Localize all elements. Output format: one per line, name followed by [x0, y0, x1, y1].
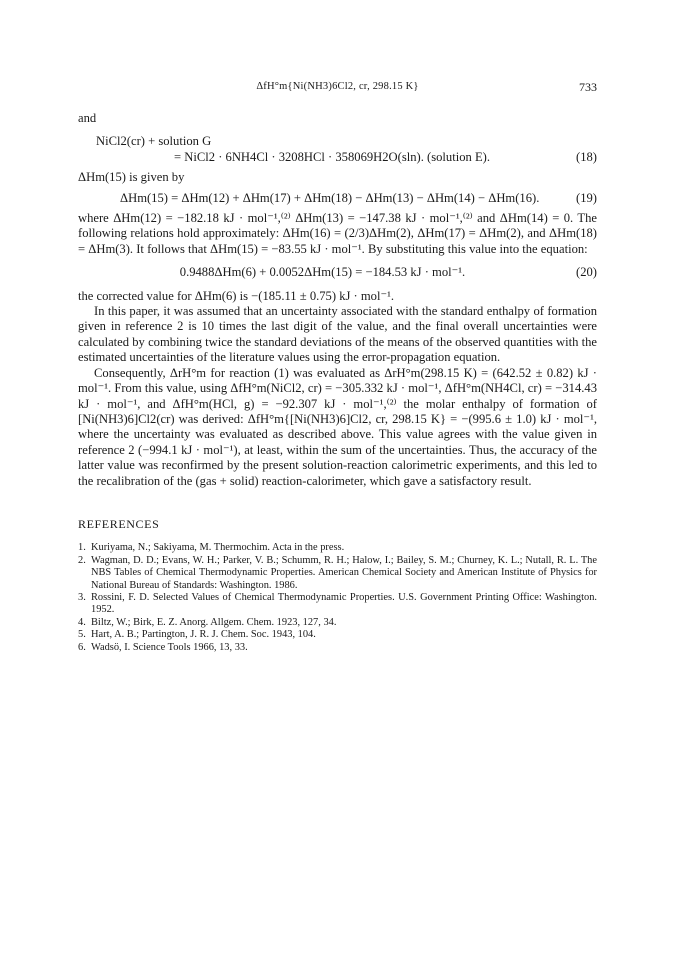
equation-18-text: = NiCl2 · 6NH4Cl · 3208HCl · 358069H2O(sln). (solution E). — [174, 149, 490, 164]
reference-item: 1. Kuriyama, N.; Sakiyama, M. Thermochim. Acta in the press. — [78, 542, 345, 554]
references-heading: REFERENCES — [78, 516, 160, 531]
page-number: 733 — [579, 80, 597, 94]
reference-item: 4. Biltz, W.; Birk, E. Z. Anorg. Allgem. Chem. 1923, 127, 34. — [78, 616, 337, 628]
equation-20 — [78, 265, 597, 280]
equation-19-number: (19) — [576, 190, 597, 205]
reference-item: 3. Rossini, F. D. Selected Values of Chemical Thermodynamic Properties. U.S. Government Printing Office: Washington. 1952. — [78, 591, 597, 616]
running-header: ΔfH°m{Ni(NH3)6Cl2, cr, 298.15 K} — [256, 81, 419, 92]
paragraph-uncertainty: In this paper, it was assumed that an uncertainty associated with the standard enthalpy of formation given in reference 2 is 10 times the last digit of the value, and the final overall uncertainties were calculated by combining twice the standard deviations of the means of the observed quantities with the estimated uncertainties of the literature values using the error-propagation equation. — [78, 304, 597, 365]
article-body — [78, 111, 597, 654]
reference-item: 6. Wadsö, I. Science Tools 1966, 13, 33. — [78, 641, 248, 653]
paragraph-given-by: ΔHm(15) is given by — [78, 170, 185, 185]
equation-19 — [78, 191, 597, 206]
equation-19-text: ΔHm(15) = ΔHm(12) + ΔHm(17) + ΔHm(18) − ΔHm(13) − ΔHm(14) − ΔHm(16). — [120, 190, 540, 205]
paragraph-and: and — [78, 111, 97, 125]
paragraph-corrected: the corrected value for ΔHm(6) is −(185.11 ± 0.75) kJ · mol⁻¹. — [78, 288, 395, 303]
references-list — [78, 542, 597, 654]
equation-18-number: (18) — [576, 149, 597, 164]
reference-item: 2. Wagman, D. D.; Evans, W. H.; Parker, V. B.; Schumm, R. H.; Halow, I.; Bailey, S. M.; Churney, K. L.; Nutall, R. L. The NBS Tables of Chemical Thermodynamic Properties. American Chemical Society and American Institute of Physics for National Bureau of Standards: Washington. 1986. — [78, 554, 597, 591]
equation-20-text: 0.9488ΔHm(6) + 0.0052ΔHm(15) = −184.53 kJ · mol⁻¹. — [179, 265, 466, 280]
paragraph-consequently: Consequently, ΔrH°m for reaction (1) was evaluated as ΔrH°m(298.15 K) = (642.52 ± 0.82) kJ · mol⁻¹. From this value, using ΔfH°m(NiCl2, cr) = −305.332 kJ · mol⁻¹, ΔfH°m(NH4Cl, cr) = −314.43 kJ · mol⁻¹, and ΔfH°m(HCl, g) = −92.307 kJ · mol⁻¹,⁽²⁾ the molar enthalpy of formation of [Ni(NH3)6]Cl2(cr) was derived: ΔfH°m{[Ni(NH3)6]Cl2, cr, 298.15 K} = −(995.6 ± 1.0) kJ · mol⁻¹, where the uncertainty was evaluated as described above. This value agrees with the value given in reference 2 (−994.1 kJ · mol⁻¹), at least, within the sum of the uncertainties. Thus, the accuracy of the latter value was reconfirmed by the present solution-reaction calorimetric experiments, and this led to the recalibration of the (gas + solid) reaction-calorimeter, which gave a satisfactory result. — [78, 365, 597, 488]
paragraph-where: where ΔHm(12) = −182.18 kJ · mol⁻¹,⁽²⁾ ΔHm(13) = −147.38 kJ · mol⁻¹,⁽²⁾ and ΔHm(14) = 0. The following relations hold approximately: ΔHm(16) = (2/3)ΔHm(2), ΔHm(17) = ΔHm(2), and ΔHm(18) = ΔHm(3). It follows that ΔHm(15) = −83.55 kJ · mol⁻¹. By substituting this value into the equation: — [78, 211, 597, 256]
equation-18 — [78, 150, 597, 165]
reaction-line: NiCl2(cr) + solution G — [96, 134, 212, 149]
reference-item: 5. Hart, A. B.; Partington, J. R. J. Chem. Soc. 1943, 104. — [78, 629, 316, 641]
equation-20-number: (20) — [576, 265, 597, 280]
